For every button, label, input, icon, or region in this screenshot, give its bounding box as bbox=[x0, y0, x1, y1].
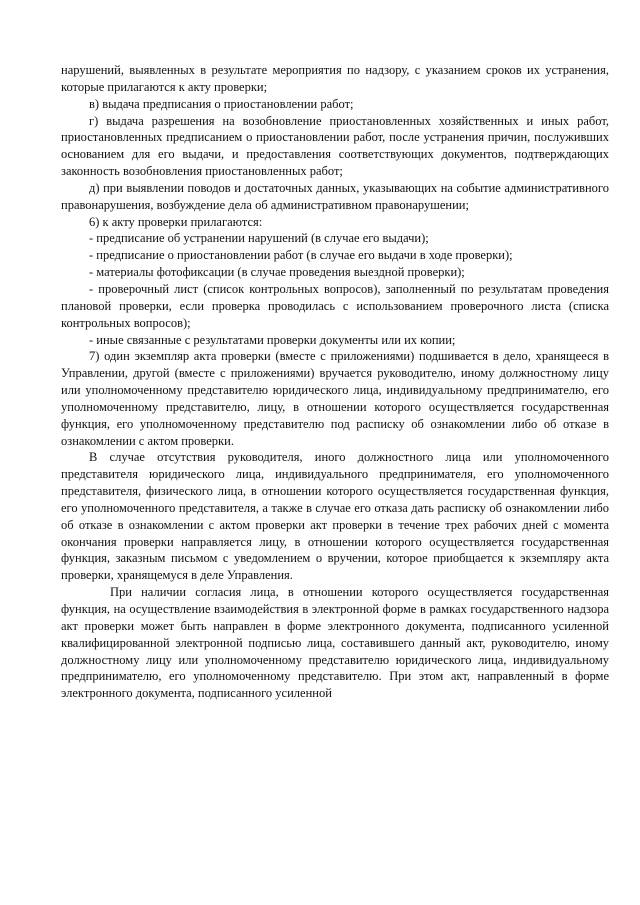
paragraph-item-g-resume-permission: г) выдача разрешения на возобновление приостановленных хозяйственных и иных работ, приостановленных предписанием о приостановлении работ, после устранения причин, послуживших основанием для его выдачи, и предоставления соответствующих документов, подтверждающих законность возобновления приостановленных работ; bbox=[61, 113, 609, 179]
paragraph-violations-continuation: нарушений, выявленных в результате мероприятия по надзору, с указанием сроков их устранения, которые прилагаются к акту проверки; bbox=[61, 63, 609, 94]
paragraph-item-6-attachments: 6) к акту проверки прилагаются: bbox=[89, 214, 263, 229]
paragraph-absence-case: В случае отсутствия руководителя, иного должностного лица или уполномоченного представителя юридического лица, индивидуального предпринимателя, его уполномоченного представителя, физического лица, в отношении которого осуществляется государственная функция, его уполномоченного представителя, а также в случае его отказа дать расписку об ознакомлении либо об отказе в ознакомлении с актом проверки акт проверки в течение трех рабочих дней с момента окончания проверки направляется лицу, в отношении которого осуществляется государственная функция, заказным письмом с уведомлением о вручении, которое приобщается к экземпляру акта проверки, хранящемуся в деле Управления. bbox=[61, 450, 609, 583]
paragraph-item-v-suspension-order: в) выдача предписания о приостановлении работ; bbox=[89, 96, 354, 111]
list-item-photo-materials: - материалы фотофиксации (в случае проведения выездной проверки); bbox=[89, 265, 465, 280]
list-item-elimination-order: - предписание об устранении нарушений (в случае его выдачи); bbox=[89, 231, 429, 246]
paragraph-electronic-form: При наличии согласия лица, в отношении которого осуществляется государственная функция, на осуществление взаимодействия в электронной форме в рамках государственного надзора акт проверки может быть направлен в форме электронного документа, подписанного усиленной квалифицированной электронной подписью лица, составившего данный акт, руководителю, иному должностному лицу или уполномоченному представителю юридического лица, индивидуальному предпринимателю, его уполномоченному представителю. При этом акт, направленный в форме электронного документа, подписанного усиленной bbox=[61, 585, 609, 701]
list-item-checklist: - проверочный лист (список контрольных вопросов), заполненный по результатам проведения плановой проверки, если проверка проводилась с использованием проверочного листа (списка контрольных вопросов); bbox=[61, 281, 609, 330]
paragraph-item-d-administrative-case: д) при выявлении поводов и достаточных данных, указывающих на событие административного правонарушения, возбуждение дела об административном правонарушении; bbox=[61, 180, 609, 212]
paragraph-item-7-copies: 7) один экземпляр акта проверки (вместе с приложениями) подшивается в дело, хранящееся в Управлении, другой (вместе с приложениями) вручается руководителю, иному должностному лицу или уполномоченному представителю юридического лица, индивидуальному предпринимателю, его уполномоченному представителю, лицу, в отношении которого осуществляется государственная функция, его уполномоченному представителю под расписку об ознакомлении либо об отказе в ознакомлении с актом проверки. bbox=[61, 349, 609, 448]
list-item-other-documents: - иные связанные с результатами проверки документы или их копии; bbox=[89, 332, 456, 347]
list-item-suspension-order: - предписание о приостановлении работ (в случае его выдачи в ходе проверки); bbox=[89, 248, 513, 263]
